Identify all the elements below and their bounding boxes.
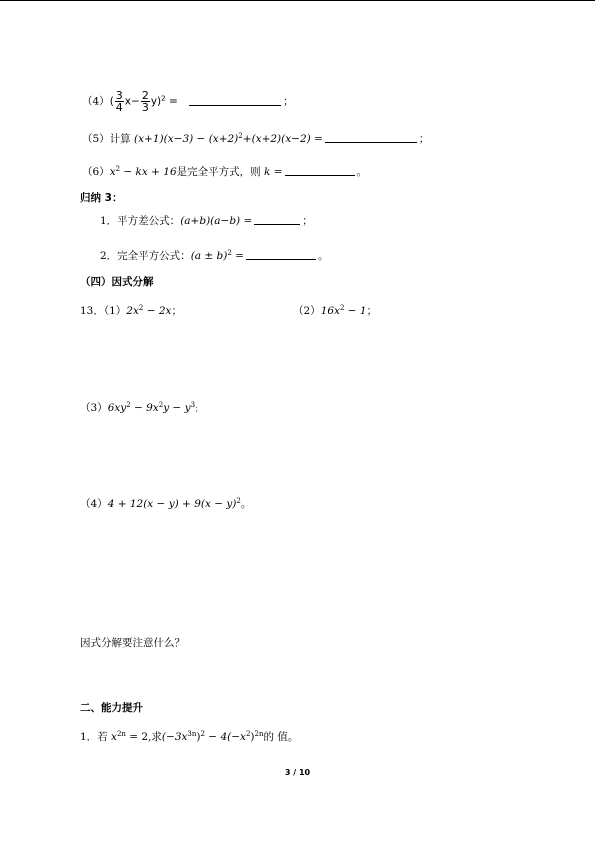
question-13-part-1: 13．$(1)2x^2 - 2x$； [80, 304, 182, 317]
question-1: 1．若 $x^{2n} = 2$,求$(-3x^{3n})^2 - 4(-x^2)^{2n}$的 值。 [80, 730, 299, 743]
top-rule [0, 0, 595, 1]
question-5: （5）计算 $(x+1)(x-3) - (x+2)^2+(x+2)(x-2)$ = ； [82, 132, 430, 145]
question-4: （4）( $\frac{3}{4}$ x− $\frac{2}{3}$ y)$^2$ = ； [82, 89, 294, 114]
answer-blank[interactable] [189, 95, 281, 106]
fraction-3-4: $\frac{3}{4}$ [115, 89, 123, 114]
answer-blank[interactable] [254, 214, 300, 225]
fraction-2-3: $\frac{2}{3}$ [141, 89, 149, 114]
question-13-part-4: $(4)4 + 12(x - y) + 9(x - y)^2$。 [80, 497, 252, 510]
answer-blank[interactable] [285, 165, 355, 176]
summary-3-title: 归纳 3： [80, 192, 123, 204]
formula-1: 1．平方差公式：(a+b)(a−b) = ； [100, 215, 313, 227]
page-number: 3 / 10 [284, 768, 311, 777]
question-6: $(6)x^2$ − kx + 16是完全平方式，则 k = 。 [82, 165, 368, 178]
section-4-title: （四）因式分解 [80, 276, 154, 288]
question-label: （4） [82, 95, 110, 108]
section-2-title: 二、能力提升 [80, 702, 143, 714]
question-13-part-3: $(3)6xy^2 - 9x^2y - y^3$； [80, 401, 203, 414]
answer-blank[interactable] [246, 249, 316, 260]
formula-2: 2．完全平方公式：$(a \pm b)^2$ = 。 [100, 249, 329, 262]
answer-blank[interactable] [325, 132, 417, 143]
factorization-note: 因式分解要注意什么？ [80, 637, 185, 649]
question-13-part-2: $(2)16x^2 - 1$； [293, 304, 378, 317]
